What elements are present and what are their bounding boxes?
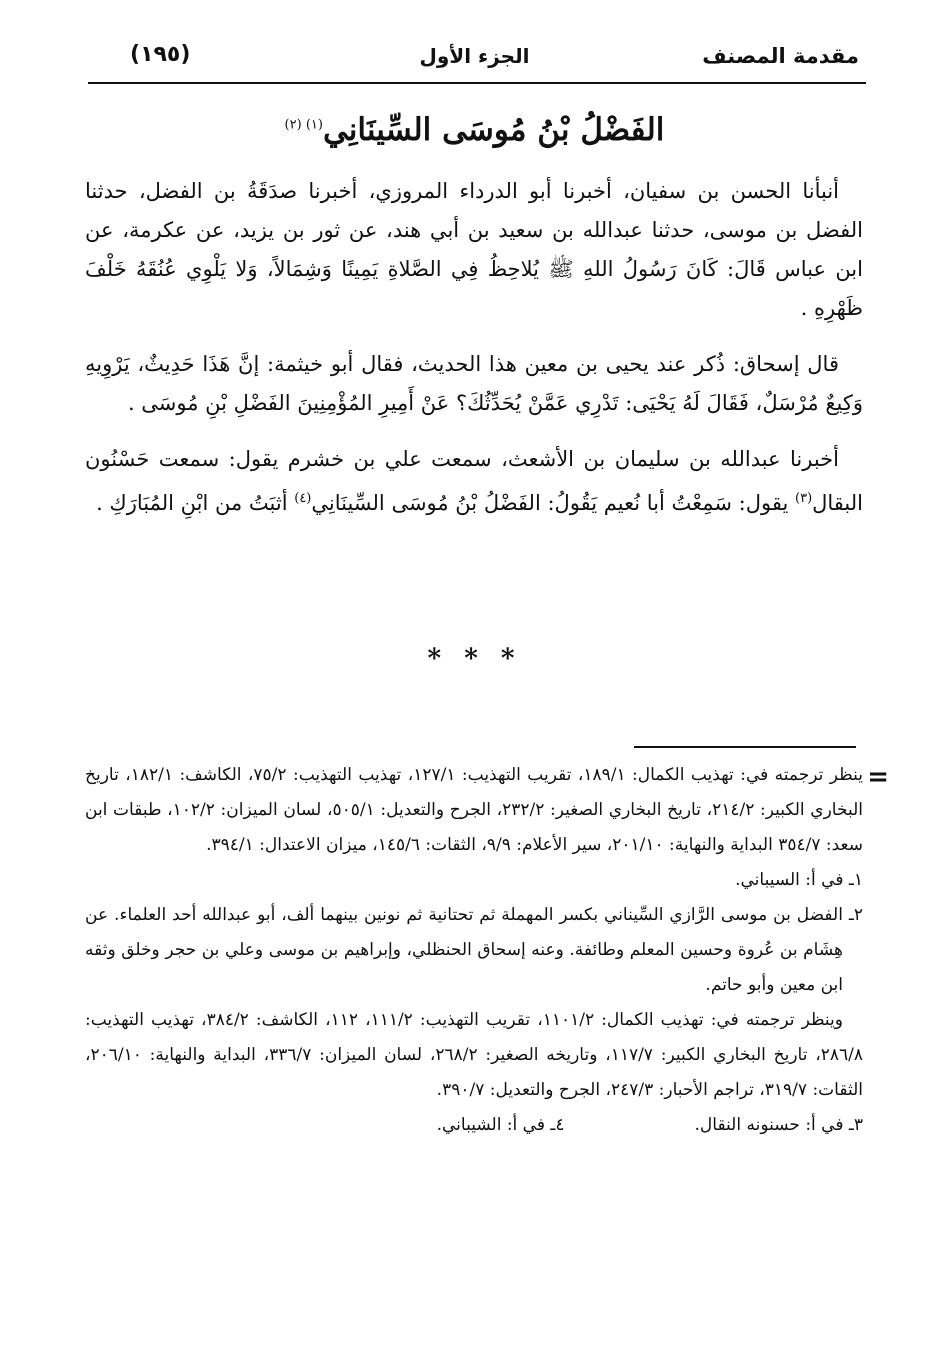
footnote-continued: ينظر ترجمته في: تهذيب الكمال: ١٨٩/١، تقريب التهذيب: ١٢٧/١، تهذيب التهذيب: ٧٥/٢، الكاشف: ١٨٢/١، تاريخ البخاري الكبير: ٢١٤/٢، تاريخ البخاري الصغير: ٢٣٢/٢، الجرح والتعديل: ٥٠٥/١، لسان الميزان: ١٠٢/٢، طبقات ابن سعد: ٣٥٤/٧ البداية والنهاية: ٢٠١/١٠، سير الأعلام: ٩/٩، الثقات: ١٤٥/٦، ميزان الاعتدال: ٣٩٤/١. (85, 765, 863, 855)
page-number: (١٩٥) (130, 42, 191, 67)
footnote-4: ٤ـ في أ: الشيباني. (436, 1115, 565, 1135)
footnote-2: ٢ـ الفضل بن موسى الرَّازي السِّيناني بكسر المهملة ثم تحتانية ثم نونين بينهما ألف، أبو عبدالله أحد العلماء. عن هِشَام بن عُروة وحسين المعلم وطائفة. وعنه إسحاق الحنظلي، وإبراهيم بن موسى وعلي بن حجر وخلق وثقه ابن معين وأبو حاتم. (85, 905, 863, 995)
paragraph-3 (85, 440, 863, 523)
chapter-title (0, 112, 949, 148)
footnotes (85, 758, 863, 1143)
chapter-title-text: الفَضْلُ بْنُ مُوسَى السِّينَانِي (322, 112, 665, 148)
footnotes-3-4-row (85, 1108, 863, 1143)
running-head-part: الجزء الأول (419, 44, 530, 68)
header-rule (88, 82, 866, 84)
paragraph-1-text: أنبأنا الحسن بن سفيان، أخبرنا أبو الدرداء المروزي، أخبرنا صدَقَةُ بن الفضل، حدثنا الفضل بن موسى، حدثنا عبدالله بن سعيد بن أبي هند، عن ثور بن يزيد، عن عكرمة، عن ابن عباس قَالَ: كَانَ رَسُولُ اللهِ ﷺ يُلاحِظُ فِي الصَّلاةِ يَمِينًا وَشِمَالاً، وَلا يَلْوِي عُنُقَهُ خَلْفَ ظَهْرِهِ . (85, 179, 863, 320)
paragraph-3-text-c: أثبَتُ من ابْنِ المُبَارَكِ . (96, 491, 295, 515)
paragraph-1 (85, 172, 863, 328)
footnote-2-references: وينظر ترجمته في: تهذيب الكمال: ١١٠١/٢، تقريب التهذيب: ١١١/٢، ١١٢، الكاشف: ٣٨٤/٢، تهذيب التهذيب: ٢٨٦/٨، تاريخ البخاري الكبير: ١١٧/٧، وتاريخه الصغير: ٢٦٨/٢، لسان الميزان: ٣٣٦/٧، البداية والنهاية: ٢٠٦/١٠، الثقات: ٣١٩/٧، تراجم الأحبار: ٢٤٧/٣، الجرح والتعديل: ٣٩٠/٧. (85, 1010, 864, 1100)
footnote-ref-3: (٣) (795, 491, 813, 506)
running-head-section: مقدمة المصنف (702, 44, 859, 68)
title-footnote-marks: (١) (٢) (284, 117, 323, 133)
footnote-continuation-mark: = (867, 762, 889, 792)
footnote-ref-4: (٤) (294, 491, 312, 506)
paragraph-2-text: قال إسحاق: ذُكر عند يحيى بن معين هذا الحديث، فقال أبو خيثمة: إنَّ هَذَا حَدِيثٌ، يَرْوِيهِ وَكِيعٌ مُرْسَلٌ، فَقَالَ لَهُ يَحْيَى: تَدْرِي عَمَّنْ يُحَدِّثُكَ؟ عَنْ أَمِيرِ المُؤْمِنِينَ الفَضْلِ بْنِ مُوسَى . (85, 352, 863, 415)
footnote-1: ١ـ في أ: السيباني. (735, 870, 863, 890)
section-separator: * * * (427, 644, 522, 674)
paragraph-3-text-b: يقول: سَمِعْتُ أبا نُعيم يَقُولُ: الفَضْلُ بْنُ مُوسَى السِّينَانِي (311, 491, 795, 515)
main-text (85, 172, 863, 540)
paragraph-3-text-a: أخبرنا عبدالله بن سليمان بن الأشعث، سمعت علي بن خشرم يقول: سمعت حَسْنُون البقال (85, 447, 863, 515)
paragraph-2 (85, 345, 863, 423)
footnote-3: ٣ـ في أ: حسنونه النقال. (694, 1115, 863, 1135)
footnote-rule (634, 746, 856, 748)
